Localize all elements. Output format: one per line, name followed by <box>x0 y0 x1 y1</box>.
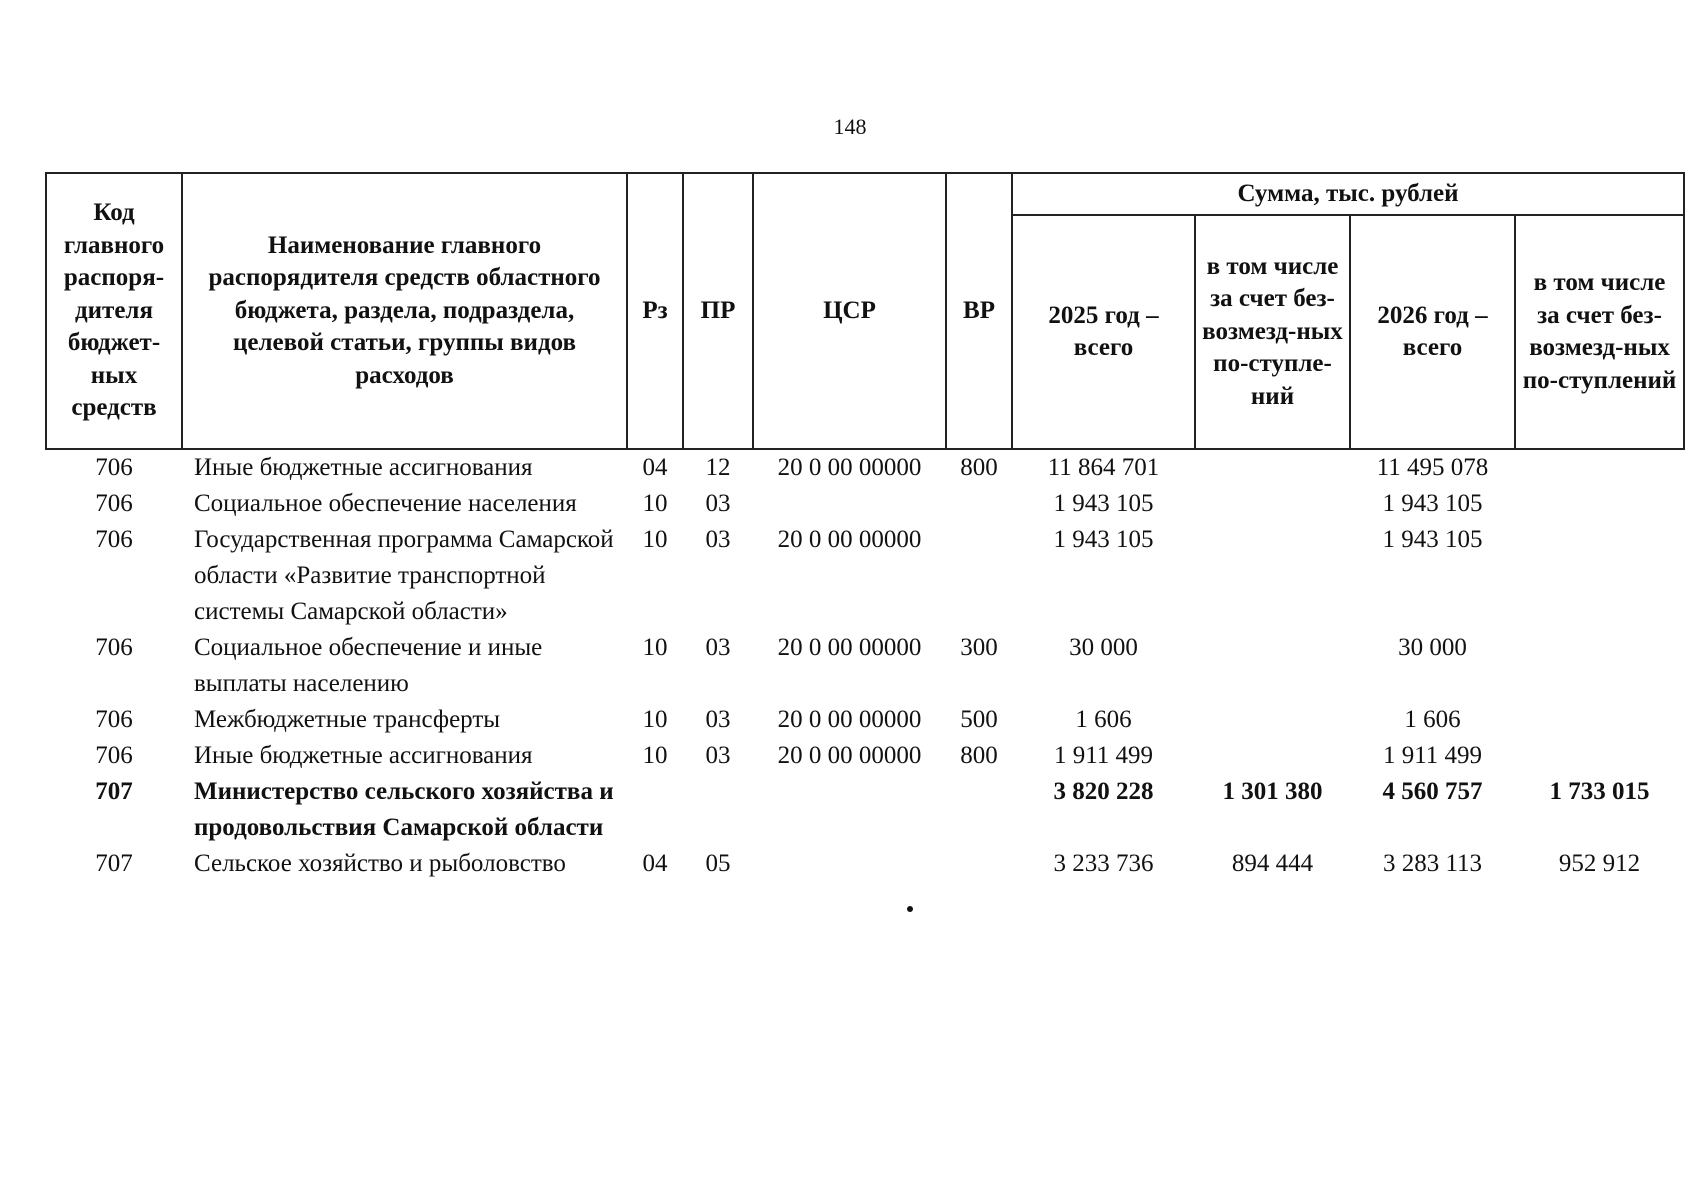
cell-code: 706 <box>95 706 133 733</box>
cell-2026-total: 11 495 078 <box>1376 454 1489 481</box>
cell-pr: 03 <box>705 526 731 553</box>
table-row <box>46 738 1684 774</box>
cell-name: Межбюджетные трансферты <box>194 706 501 733</box>
header-rz: Рз <box>627 173 683 449</box>
table-row <box>46 522 1684 630</box>
cell-csr <box>753 846 946 882</box>
cell-2025-free <box>1195 630 1350 702</box>
table-row <box>46 486 1684 522</box>
cell-rz <box>627 774 683 846</box>
cell-vr <box>946 774 1012 846</box>
cell-code: 706 <box>95 634 133 661</box>
cell-vr: 800 <box>960 742 998 769</box>
cell-2026-free <box>1515 630 1684 702</box>
cell-2025-total: 3 233 736 <box>1053 850 1154 877</box>
cell-vr <box>946 486 1012 522</box>
cell-2026-free: 1 733 015 <box>1549 778 1650 805</box>
cell-rz: 10 <box>642 742 668 769</box>
header-sum: Сумма, тыс. рублей <box>1012 173 1684 215</box>
cell-code: 707 <box>95 778 133 805</box>
cell-name: Иные бюджетные ассигнования <box>194 454 533 481</box>
cell-vr: 300 <box>960 634 998 661</box>
cell-2026-total: 1 606 <box>1404 706 1461 733</box>
cell-name: Социальное обеспечение и иные выплаты населению <box>194 634 543 697</box>
cell-rz: 04 <box>642 454 668 481</box>
cell-2025-total: 30 000 <box>1069 634 1138 661</box>
cell-name: Иные бюджетные ассигнования <box>194 742 533 769</box>
cell-name: Социальное обеспечение населения <box>194 490 577 517</box>
cell-2026-total: 4 560 757 <box>1382 778 1483 805</box>
scan-speck <box>907 906 913 912</box>
cell-rz: 10 <box>642 634 668 661</box>
cell-pr: 05 <box>705 850 731 877</box>
cell-2026-free <box>1515 522 1684 630</box>
table-row <box>46 630 1684 702</box>
cell-pr: 12 <box>705 454 731 481</box>
header-pr: ПР <box>683 173 753 449</box>
cell-2025-free <box>1195 486 1350 522</box>
cell-csr <box>753 486 946 522</box>
cell-2026-total: 1 911 499 <box>1382 742 1483 769</box>
cell-rz: 10 <box>642 706 668 733</box>
cell-csr: 20 0 00 00000 <box>777 706 922 733</box>
cell-name: Министерство сельского хозяйства и продовольствия Самарской области <box>194 778 614 841</box>
cell-2026-total: 30 000 <box>1398 634 1467 661</box>
cell-2025-free: 894 444 <box>1231 850 1314 877</box>
cell-2026-free <box>1515 738 1684 774</box>
budget-table <box>45 172 1685 882</box>
cell-code: 706 <box>95 742 133 769</box>
table-row <box>46 774 1684 846</box>
cell-pr <box>683 774 753 846</box>
cell-2025-total: 1 911 499 <box>1053 742 1154 769</box>
cell-pr: 03 <box>705 742 731 769</box>
cell-2026-free <box>1515 449 1684 486</box>
cell-2026-total: 1 943 105 <box>1382 526 1483 553</box>
cell-vr <box>946 522 1012 630</box>
table-row <box>46 846 1684 882</box>
header-name: Наименование главного распорядителя средств областного бюджета, раздела, подраздела, целевой статьи, группы видов расходов <box>182 173 627 449</box>
cell-pr: 03 <box>705 634 731 661</box>
header-vr: ВР <box>946 173 1012 449</box>
cell-code: 707 <box>95 850 133 877</box>
cell-vr: 800 <box>960 454 998 481</box>
cell-csr: 20 0 00 00000 <box>777 526 922 553</box>
cell-2026-total: 3 283 113 <box>1382 850 1483 877</box>
cell-2025-total: 3 820 228 <box>1053 778 1154 805</box>
page-number: 148 <box>833 114 867 139</box>
header-2026-total: 2026 год – всего <box>1350 215 1515 449</box>
cell-2025-total: 1 943 105 <box>1053 490 1154 517</box>
header-code: Код главного распоря-дителя бюджет-ных средств <box>46 173 182 449</box>
header-2025-total: 2025 год – всего <box>1012 215 1195 449</box>
cell-2025-total: 11 864 701 <box>1047 454 1160 481</box>
cell-2025-free <box>1195 449 1350 486</box>
header-csr: ЦСР <box>753 173 946 449</box>
cell-2025-free: 1 301 380 <box>1222 778 1323 805</box>
cell-code: 706 <box>95 490 133 517</box>
cell-2025-free <box>1195 522 1350 630</box>
cell-2026-free: 952 912 <box>1558 850 1641 877</box>
cell-csr: 20 0 00 00000 <box>777 742 922 769</box>
cell-2025-free <box>1195 702 1350 738</box>
table-row <box>46 702 1684 738</box>
cell-2025-free <box>1195 738 1350 774</box>
header-2026-free: в том числе за счет без-возмезд-ных по-ступлений <box>1515 215 1684 449</box>
cell-csr <box>753 774 946 846</box>
cell-2026-free <box>1515 702 1684 738</box>
cell-code: 706 <box>95 526 133 553</box>
cell-csr: 20 0 00 00000 <box>777 634 922 661</box>
header-2025-free: в том числе за счет без-возмезд-ных по-ступле-ний <box>1195 215 1350 449</box>
cell-rz: 10 <box>642 526 668 553</box>
cell-2025-total: 1 606 <box>1075 706 1132 733</box>
cell-vr <box>946 846 1012 882</box>
cell-code: 706 <box>95 454 133 481</box>
cell-csr: 20 0 00 00000 <box>777 454 922 481</box>
cell-pr: 03 <box>705 706 731 733</box>
cell-vr: 500 <box>960 706 998 733</box>
table-row <box>46 449 1684 486</box>
cell-rz: 04 <box>642 850 668 877</box>
cell-2026-free <box>1515 486 1684 522</box>
cell-name: Сельское хозяйство и рыболовство <box>194 850 566 877</box>
cell-name: Государственная программа Самарской области «Развитие транспортной системы Самарской области» <box>194 526 614 625</box>
cell-2025-total: 1 943 105 <box>1053 526 1154 553</box>
cell-2026-total: 1 943 105 <box>1382 490 1483 517</box>
cell-pr: 03 <box>705 490 731 517</box>
cell-rz: 10 <box>642 490 668 517</box>
